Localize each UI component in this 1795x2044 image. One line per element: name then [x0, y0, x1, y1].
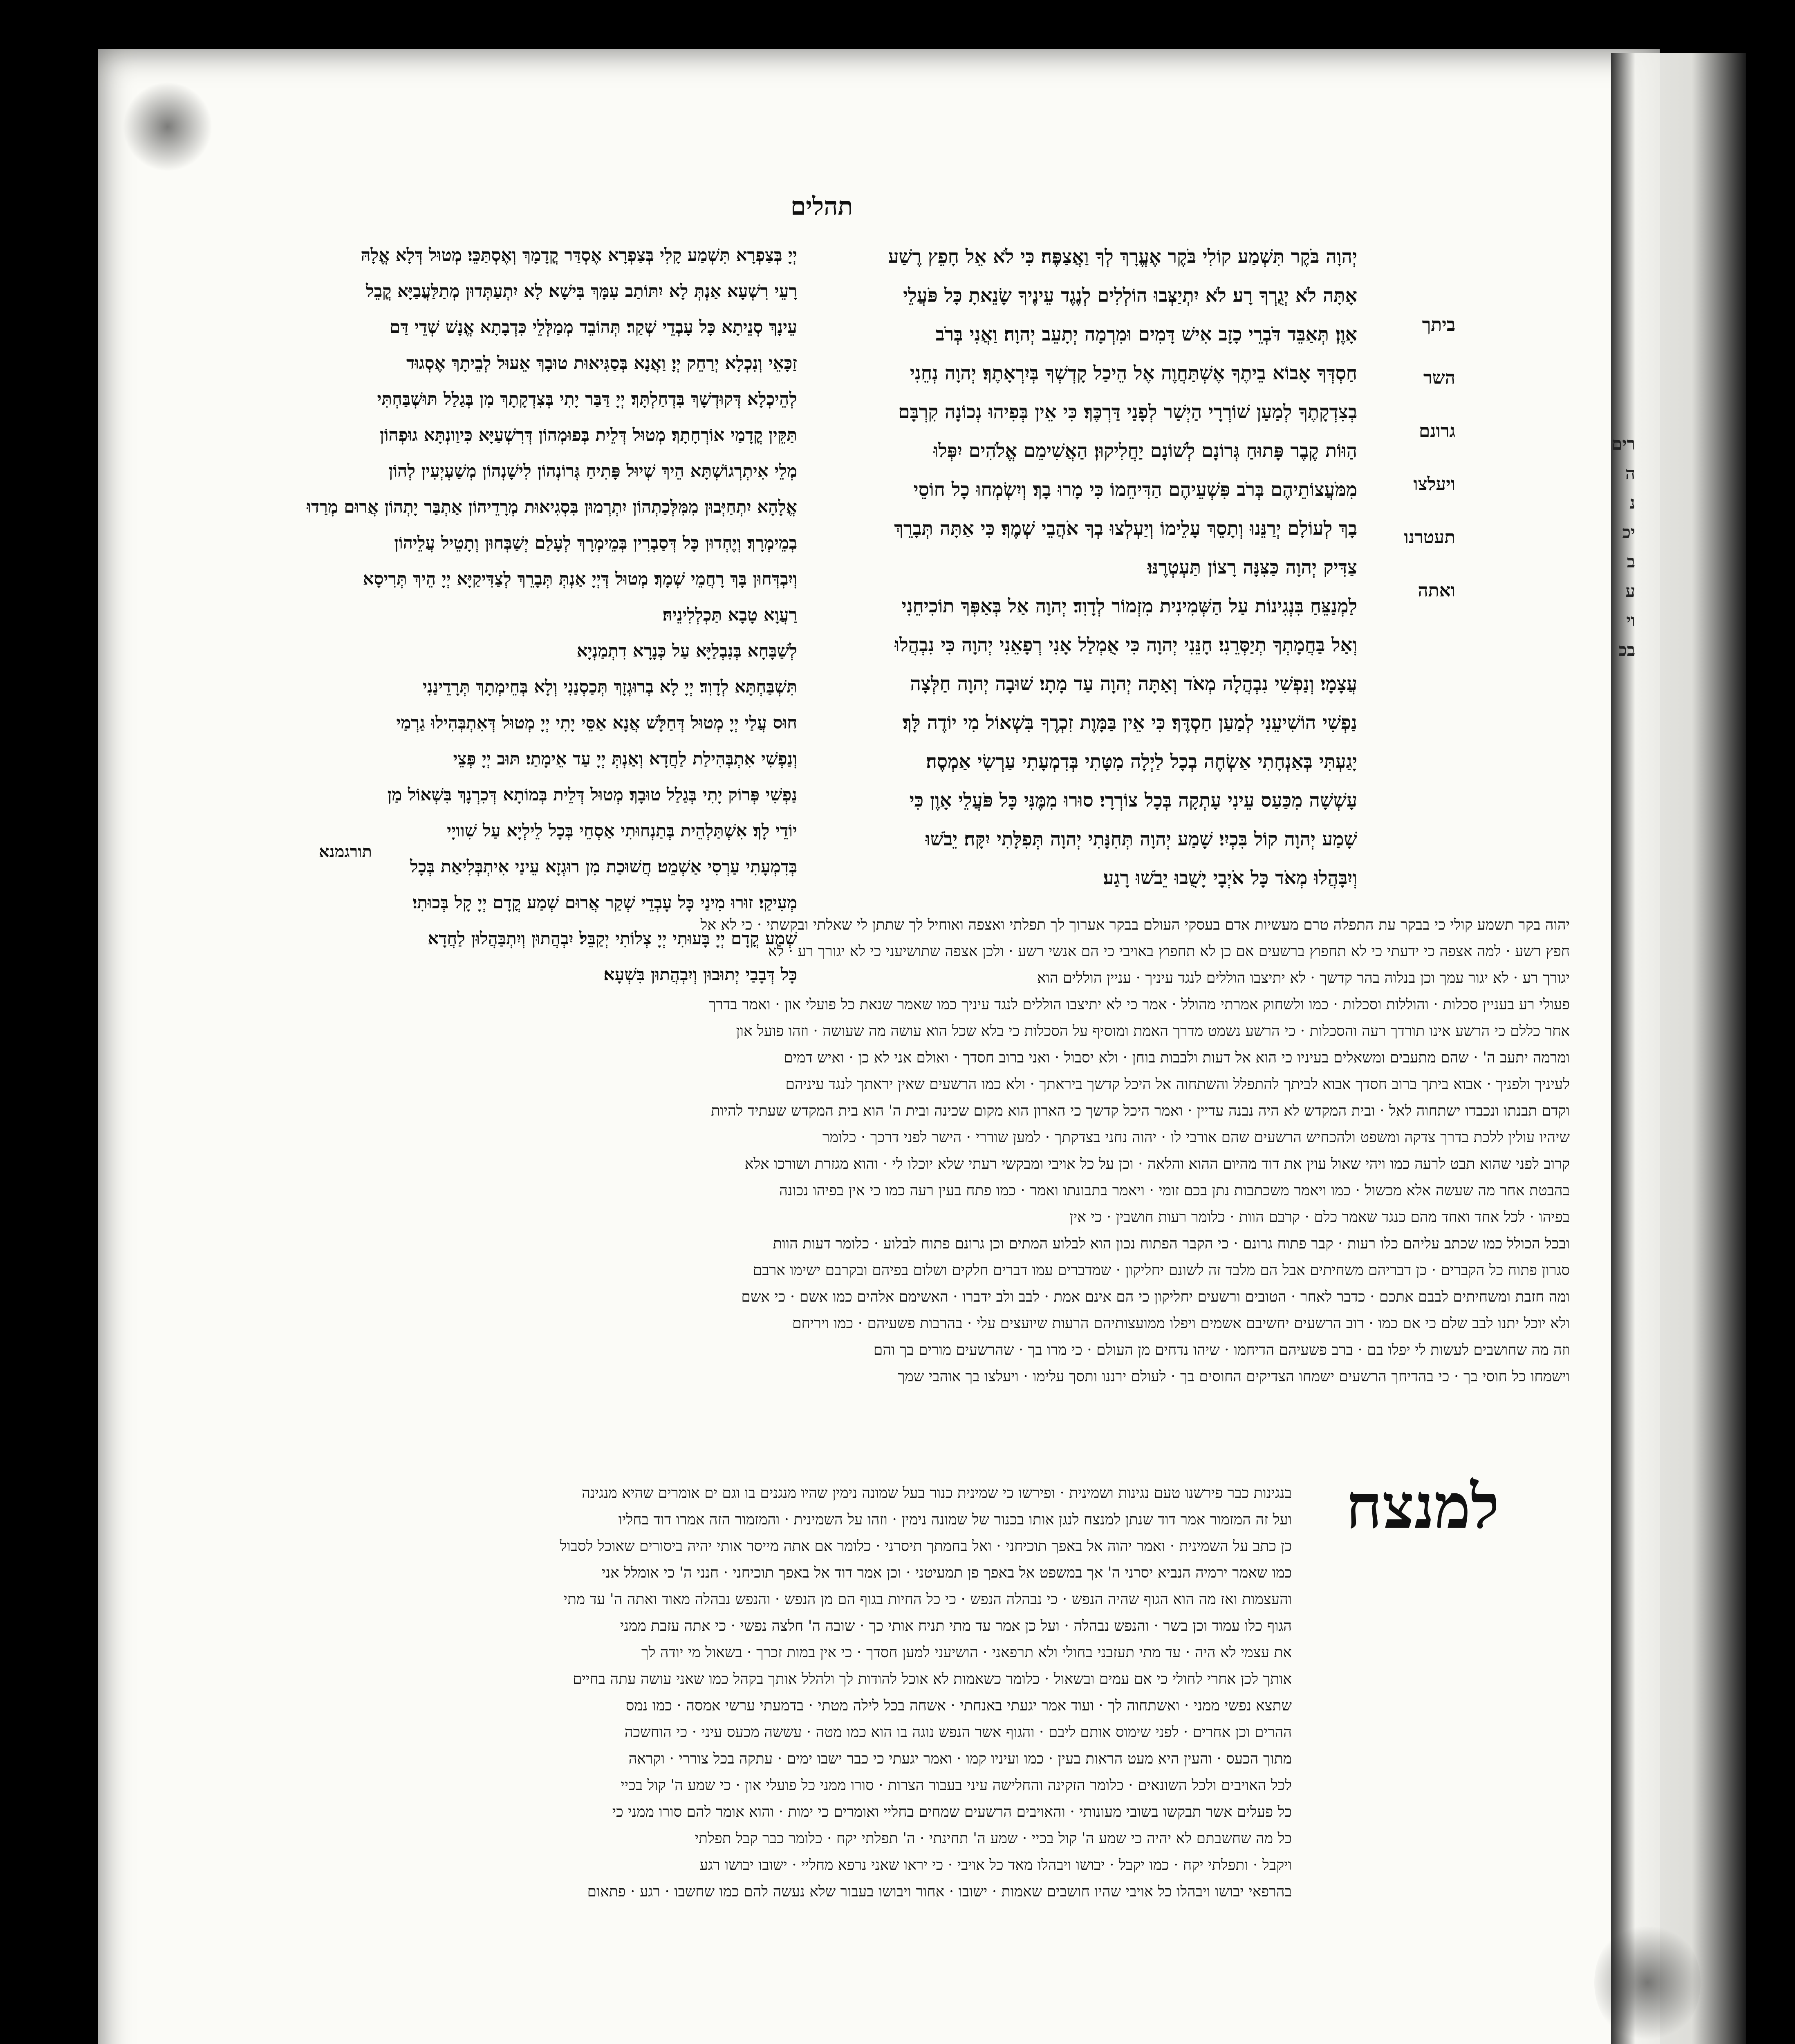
- margin-gloss-word: גרונם: [1419, 421, 1455, 442]
- targum-line: אֱלָהָא יִתְחַיְּבוּן מִמִּלְּכַתְהוֹן יִתְרְמוּן בִּסְגִיאוּת מְרָדֵיהוֹן אַתְבַּר יָתְהוֹן אֲרוּם מְרַדוּ: [307, 497, 797, 517]
- commentary-line: אחר כללם כי הרשע אינו תורדך רעה והסכלות · כי הרשע נשמט מדרך האמת ומוסיף על הסכלות כי בלא שכל הוא עושה מה שעושה · וזהו פועל און: [736, 1023, 1570, 1040]
- commentary-line: כל מה שחשבתם לא יהיה כי שמע ה' קול בכיי · שמע ה' תחינתי · ה' תפלתי יקח · כלומר כבר קבל תפלתי: [695, 1830, 1292, 1847]
- margin-gloss-word: השר: [1423, 368, 1455, 388]
- targum-line: לְהֵיכְלָא דְּקוּדְשָׁךְ בִּדְחַלְתָּךְ׃ יְיָ דַּבַּר יָתִי בְּצִדְקָתָךְ מִן בְּגַלַל תּוּשְׁבַּחְתִּי: [377, 389, 797, 409]
- commentary-line: את עצמי לא היה · עד מתי תעזבני בחולי ולא תרפאני · הושיעני למען חסדך · כי אין במות זכרך · בשאול מי יודה לך: [641, 1644, 1292, 1661]
- margin-gloss-word: ואתה: [1418, 580, 1455, 601]
- commentary-line: כל פעלים אשר תבקשו בשובי מעונותי · והאויבים הרשעים שמחים בחליי ואומרים כי ימות · והוא אומר להם סורו ממני כי: [612, 1804, 1292, 1820]
- edge-fragment: בכ: [1618, 640, 1635, 660]
- targum-line: שְׁמַע קֳדָם יְיָ בָּעוּתִי יְיָ צְלוֹתִי יְקַבֵּל׃ יִבְהֲתוּן וְיִתְבַּהֲלוּן לַחֲדָא: [428, 928, 797, 948]
- commentary-line: ומה חזבת ומשחיתים לבבם אתכם · כדבר לאחר · הטובים ורשעים יחליקון כי הם אינם אמת · לבב ולב ידברו · האשימם אלהים כמו אשם · כי אשם: [741, 1289, 1570, 1305]
- verse-line: אָוֶן׃ תְּאַבֵּד דֹּבְרֵי כָזָב אִישׁ דָּמִים וּמִרְמָה יְתָעֵב יְהוָה׃ וַאֲנִי בְּרֹב: [935, 323, 1357, 345]
- commentary-line: ולא יוכל יתנו לבב שלם כי אם כמו · רוב הרשעים יחשיבם אשמים ויפלו ממועצותיהם הרעות שיועצים עלי · בהרבות פשעיהם · כמו ויריחם: [792, 1315, 1570, 1332]
- verse-line: בְצִדְקָתֶךָ לְמַעַן שׁוֹרְרָי הַיְשַׁר לְפָנַי דַּרְכֶּךָ׃ כִּי אֵין בְּפִיהוּ נְכוֹנָה קִרְבָּם: [898, 401, 1357, 423]
- commentary-incipit-word: למנצח: [1346, 1470, 1499, 1542]
- commentary-line: וזה מה שחושבים לעשות לי יפלו בם · ברב פשעיהם הדיחמו · שיהו נדחים מן העולם · כי מרו בך · שהרשעים מורים בך והם: [873, 1342, 1570, 1358]
- commentary-line: הגוף כלו עמוד וכן בשר · והנפש נבהלה · ועל כן אמר עד מתי תניח אותי כך · שובה ה' חלצה נפשי · כי אתה עזבת ממני: [620, 1618, 1292, 1634]
- commentary-line: כמו שאמר ירמיה הנביא יסרני ה' אך במשפט אל באפך פן תמעיטני · וכן אמר דוד אל באפך תוכיחני · חנני ה' כי אומלל אני: [601, 1564, 1292, 1581]
- commentary-line: פעולי רע בעניין סכלות · והוללות וסכלות · כמו ולשחוק אמרתי מהולל · אמר כי לא יתיצבו הוללים לנגד עיניך כמו שאמר שנאת כל פועלי און · ואמר בדרך: [708, 996, 1570, 1013]
- targum-line: בְּדִמְעָתִי עַרְסִי אַשְׁמֵט׃ חֲשׁוּכַת מִן רוּגְזָא עֵינַי אִיתְבְּלִיאַת בְּכָל: [410, 856, 797, 876]
- commentary-line: כן כתב על השמינית · ואמר יהוה אל באפך תוכיחני · ואל בחמתך תיסרני · כלומר אם אתה מייסר אותי יהיה ביסורים שאוכל לסבול: [560, 1538, 1292, 1555]
- commentary-line: מתוך הכעס · והעין היא מעט הראות בעין · כמו ועיניו קמו · ואמר יגעתי כי כבר ישבו ימים · עתקה בכל צוררי · וקראה: [628, 1750, 1292, 1767]
- commentary-line: ובכל הכולל כמו שכתב עליהם כלו רעות · קבר פתוח גרונם · כי הקבר הפתוח נכון הוא לבלוע המתים וכן גרונם פתוח לבלוע · כלומר דעות הוות: [773, 1235, 1570, 1252]
- targum-line: מְעִיקַי׃ זוּרוּ מִינַי כָּל עָבְדֵי שְׁקַר אֲרוּם שְׁמַע קֳדָם יְיָ קָל בְּכוּתִי׃: [412, 892, 797, 912]
- targum-line: יְיָ בְּצַפְרָא תִּשְׁמַע קָלִי בְּצַפְרָא אֶסְדַּר קֳדָמָךְ וְאֶסְתַּכֵּי׃ מְטוּל דְּלָא אֱלָהּ: [361, 245, 797, 265]
- commentary-line: חפץ רשע · למה אצפה כי ידעתי כי לא תחפוץ ברשעים אם כן לא תחפוץ באויבי כי הם אנשי רשע · ולכן אצפה שתושיעני כי לא יגורך רע · לא: [768, 943, 1570, 960]
- edge-fragment: נ: [1629, 493, 1635, 513]
- commentary-line: בהרפאי יבושו ויבהלו כל אויבי שהיו חושבים שאמות · ישובו · אחור ויבושו בעבור שלא נעשה להם כמו שחשבו · רגע · פתאום: [587, 1883, 1292, 1900]
- commentary-line: קרוב לפני שהוא תבט לרעה כמו ויהי שאול עוין את דוד מהיום ההוא והלאה · וכן על כל אויבי ומבקשי רעתי שלא יוכלו לי · והוא מגזרת ושורכו אלא: [744, 1156, 1570, 1172]
- commentary-lower: [270, 1480, 1292, 1905]
- edge-fragment: רים: [1611, 434, 1635, 454]
- edge-fragment: ה: [1625, 463, 1635, 483]
- commentary-line: ויקבל · ותפלתי יקח · כמו יקבל · יבושו ויבהלו מאד כל אויבי · כי יראו שאני נרפא מחליי · ישובו יבושו רגע: [699, 1857, 1292, 1874]
- commentary-line: בנגינות כבר פירשנו טעם נגינות ושמינית · ופירשו כי שמינית כנור בעל שמונה נימין שהיו מנגנים בו וגם ים אומרים שהיא מנגינה: [582, 1485, 1292, 1502]
- commentary-line: יהוה בקר תשמע קולי כי בבקר עת התפלה טרם מעשיות אדם בעסקי העולם בבקר אערוך לך תפלתי ואצפה ואוחיל לך שתתן לי שאלתי ובקשתי · כי לא אל: [700, 917, 1570, 933]
- edge-fragment: וי: [1626, 610, 1635, 630]
- targum-line: כָּל דְּבָבַי יְתוּבוּן וְיִבְהֲתוּן בִּשְׁעָא׃: [603, 964, 797, 984]
- targum-line: תִּשְׁבַּחְתָּא לְדָוִד׃ יְיָ לָא בְרוּגְזָךְ תְּכַסְנַנִי וְלָא בְּחֵימְתָךְ תְּרָדֵינַנִי: [422, 677, 797, 697]
- targum-line: נַפְשִׁי פְּרוֹק יָתִי בְּגַלַל טוּבָךְ׃ מְטוּל דְּלֵית בְּמוֹתָא דְּכִרְנָךְ בִּשְׁאוֹל מַן: [387, 784, 797, 805]
- margin-gloss-word: ביתך: [1422, 314, 1455, 335]
- targum-line: רַעֲוָא טָבָא תַּכְלְלִינֵיהּ׃: [662, 605, 797, 625]
- edge-fragment: ב: [1627, 551, 1635, 572]
- verse-line: בָךְ לְעוֹלָם יְרַנֵּנוּ וְתָסֵךְ עָלֵימוֹ וְיַעְלְצוּ בְךָ אֹהֲבֵי שְׁמֶךָ׃ כִּי אַתָּה תְּבָרֵךְ: [894, 517, 1357, 539]
- verse-line: הַוּוֹת קֶבֶר פָּתוּחַ גְּרוֹנָם לְשׁוֹנָם יַחֲלִיקוּן׃ הַאֲשִׁימֵם אֱלֹהִים יִפְּלוּ: [933, 439, 1357, 462]
- verse-line: יְהוָה בֹּקֶר תִּשְׁמַע קוֹלִי בֹּקֶר אֶעֱרָךְ לְךָ וַאֲצַפֶּה׃ כִּי לֹא אֵל חָפֵץ רֶשַׁע: [888, 245, 1357, 267]
- edge-fragment: יכ: [1622, 522, 1635, 542]
- verse-line: מִמֹּעֲצוֹתֵיהֶם בְּרֹב פִּשְׁעֵיהֶם הַדִּיחֵמוֹ כִּי מָרוּ בָךְ׃ וְיִשְׂמְחוּ כָל חוֹסֵי: [913, 478, 1357, 500]
- verse-line: נַפְשִׁי הוֹשִׁיעֵנִי לְמַעַן חַסְדֶּךָ׃ כִּי אֵין בַּמָּוֶת זִכְרֶךָ בִּשְׁאוֹל מִי יוֹדֶה לָּךְ׃: [902, 711, 1357, 733]
- targum-line: תַּקֵּין קֳדָמַי אוֹרְחָתָךְ׃ מְטוּל דְּלֵית בְּפוּמְהוֹן דְּרִשְׁעַיָּא כִּיוַונְתָּא גוּפְהוֹן: [380, 425, 797, 445]
- verse-line: עֲצָמָי׃ וְנַפְשִׁי נִבְהֲלָה מְאֹד וְאַתָּה יְהוָה עַד מָתָי׃ שׁוּבָה יְהוָה חַלְּצָה: [910, 672, 1357, 695]
- targum-line: בְמֵימְרָךְ׃ וְיֶחְדוּן כָּל דְּסַבְרִין בְּמֵימְרָךְ לְעָלַם יְשַׁבְּחוּן וְתָטֵיל עֲלֵיהוֹן: [394, 533, 797, 553]
- commentary-line: אותך לכן אחרי לחולי כי אם עמים ובשאול · כלומר כשאמות לא אוכל להודות לך ולהלל אותך בקהל כמו שאני עושה עתה בחיים: [573, 1671, 1292, 1688]
- verse-line: וְאַל בַּחֲמָתְךָ תְיַסְּרֵנִי׃ חָנֵּנִי יְהוָה כִּי אֻמְלַל אָנִי רְפָאֵנִי יְהוָה כִּי נִבְהֲלוּ: [894, 634, 1357, 656]
- targum-column: [253, 237, 797, 993]
- ink-stain: [123, 82, 213, 172]
- verse-line: יָגַעְתִּי בְּאַנְחָתִי אַשְׂחֶה בְכָל לַיְלָה מִטָּתִי בְּדִמְעָתִי עַרְשִׂי אַמְסֶה׃: [926, 750, 1357, 772]
- edge-text-fragments: [1562, 429, 1635, 665]
- verse-line: אָתָּה לֹא יְגֻרְךָ רָע׃ לֹא יִתְיַצְּבוּ הוֹלְלִים לְנֶגֶד עֵינֶיךָ שָׂנֵאתָ כָּל פֹּעֲלֵי: [903, 284, 1357, 306]
- verse-line: חַסְדְּךָ אָבוֹא בֵיתֶךָ אֶשְׁתַּחֲוֶה אֶל הֵיכַל קָדְשְׁךָ בְּיִרְאָתֶךָ׃ יְהוָה נְחֵנִי: [910, 362, 1357, 384]
- facing-page-edge: [1611, 53, 1746, 2044]
- targum-line: חוּס עֲלַי יְיָ מְטוּל דְּחַלָּשׁ אֲנָא אַסֵּי יָתִי יְיָ מְטוּל דְּאִתְבְּהִילוּ גַרְמַי: [396, 713, 797, 733]
- commentary-line: וקדם תבנתו ונכבדו ישתחוה לאל · ובית המקדש לא היה נבנה עדיין · ואמר היכל קדשך כי הארון הוא מקום שכינה ובית ה' הוא בית המקדש שעתיד להיות: [711, 1103, 1570, 1119]
- margin-glosses: [1374, 311, 1455, 630]
- targum-line: וְנַפְשִׁי אִתְבְּהִילַת לַחֲדָא וְאַנְתְּ יְיָ עַד אֵימָתַי׃ תּוּב יְיָ פְּצֵי: [453, 749, 797, 769]
- targum-line: רָעֵי רִשְׁעָא אַנְתְּ לָא יִתּוֹתַב עִמָּךְ בִּישָׁא׃ לָא יִתְעַתְּדוּן מְתַלַּעֲבַיָּא קֳבֵל: [366, 281, 797, 301]
- psalm-verse-column: [834, 237, 1357, 897]
- running-head: תהלים: [790, 192, 853, 221]
- verse-line: שָׁמַע יְהוָה קוֹל בִּכְיִי׃ שָׁמַע יְהוָה תְּחִנָּתִי יְהוָה תְּפִלָּתִי יִקָּח׃ יֵבֹשׁוּ: [925, 828, 1357, 850]
- commentary-line: ההרים וכן אחרים · לפני שימוס אותם ליבם · והגוף אשר הנפש נוגה בו הוא כמו מטה · עששה מכעס עיני · כי הוחשכה: [624, 1724, 1292, 1741]
- commentary-line: שתצא נפשי ממני · ואשתחוה לך · ועוד אמר יגעתי באנחתי · אשחה בכל לילה מטתי · בדמעתי ערשי אמסה · כמו נמס: [625, 1697, 1292, 1714]
- edge-fragment: ע: [1625, 581, 1635, 601]
- verse-line: עָשְׁשָׁה מִכַּעַס עֵינִי עָתְקָה בְּכָל צוֹרְרָי׃ סוּרוּ מִמֶּנִּי כָּל פֹּעֲלֵי אָוֶן כִּי: [909, 789, 1357, 811]
- commentary-line: לכל האויבים ולכל השונאים · כלומר הזקינה והחלישה עיני בעבור הצרות · סורו ממני כל פועלי און · כי שמע ה' קול בכיי: [621, 1777, 1292, 1794]
- commentary-line: ומרמה יתעב ה' · שהם מתעבים ומשאלים בעיניו כי הוא אל דעות ולבבות בוחן · ולא יסבול · ואני ברוב חסדך · ואולם אני לא כן · ואיש דמים: [784, 1049, 1570, 1066]
- targum-label: תורגמנא: [319, 842, 372, 861]
- commentary-line: בפיהו · לכל אחד ואחד מהם כנגד שאמר כלם · קרבם הוות · כלומר רעות חושבין · כי אין: [1069, 1209, 1570, 1226]
- ink-stain: [1594, 1921, 1701, 2044]
- margin-gloss-word: תעטרנו: [1404, 527, 1455, 548]
- commentary-line: בהבטת אחר מה שעשה אלא מכשול · כמו ויאמר משכתבות נתן בכם זומי · ויאמר בתבונתו ואמר · כמו פתח בעין רעה כמו כי אין בפיהו נכונה: [779, 1182, 1570, 1199]
- targum-line: עֵינָךְ סְנֵיתָא כָּל עָבְדֵי שְׁקַר׃ תְּהוֹבֵד מְמַלְּלֵי כִּדְבָתָא אֱנָשׁ שְׁדֵי דַּם: [389, 317, 797, 337]
- commentary-line: לעיניך ולפניך · אבוא ביתך ברוב חסדך אבוא לביתך להתפלל והשתחוה אל היכל קדשך ביראתך · ולא כמו הרשעים שאין יראתך לנגד עיניהם: [785, 1076, 1570, 1093]
- targum-line: יוֹדֵי לָךְ׃ אִשְׁתַּלְהֵית בְּתַנְחוּתִי אַסְחֵי בְּכָל לֵילְיָא עַל שִׁוויָי: [447, 820, 797, 840]
- commentary-line: וישמחו כל חוסי בך · כי בהדיחך הרשעים ישמחו הצדיקים החוסים בך · לעולם ירננו ותסך עלימו · ויעלצו בך אוהבי שמך: [897, 1368, 1570, 1385]
- commentary-line: סגרון פתוח כל הקברים · כן דבריהם משחיתים אבל הם מלבד זה לשונם יחליקון · שמדברים עמו דברים חלקים ושלום בפיהם ובקרבם ישימו ארבם: [753, 1262, 1570, 1279]
- commentary-line: והעצמות ואז מה הוא הגוף שהיה הנפש · כי נבהלה הנפש · כי כל החיות בגוף הם מן הנפש · והנפש נבהלה מאוד ואתה ה' עד מתי: [563, 1591, 1292, 1608]
- targum-line: וְיִבְדְּחוּן בָּךְ רָחֲמֵי שְׁמָךְ׃ מְטוּל דְּיְיָ אַנְתְּ תְּבָרֵךְ לְצַדִּיקַיָּא יְיָ הֵיךְ תְּרִיסָא: [363, 569, 797, 589]
- commentary-upper: [270, 912, 1570, 1390]
- targum-line: מְלֵי אִיתְרְגוֹשְׁתָּא הֵיךְ שְׁיוּל פָּתִיחַ גְּרוֹנְהוֹן לִישָׁנְהוֹן מְשַׁעְיְעִין לְהוֹן: [388, 461, 797, 481]
- verse-line: צַדִּיק יְהוָה כַּצִּנָּה רָצוֹן תַּעְטְרֶנּוּ׃: [1147, 556, 1357, 578]
- targum-line: לְשַׁבָּחָא בְּנִבְלַיָּא עַל כְּנָרָא דִתְמַנְיָא: [576, 641, 797, 661]
- verse-line: וְיִבָּהֲלוּ מְאֹד כָּל אֹיְבָי יָשֻׁבוּ יֵבֹשׁוּ רָגַע׃: [1103, 867, 1357, 889]
- margin-gloss-word: ויעלצו: [1413, 474, 1455, 495]
- commentary-line: שיהיו עולין ללכת בדרך צדקה ומשפט ולהכחיש הרשעים שהם אורבי לו · יהוה נחני בצדקתך · למען שוררי · הישר לפני דרכך · כלומר: [822, 1129, 1570, 1146]
- commentary-line: ועל זה המזמור אמר דוד שנתן למנצח לנגן אותו בכנור של שמונה נימין · וזהו על השמינית · והמזמור הזה אמרו דוד בחליו: [618, 1511, 1292, 1528]
- verse-line: לַמְנַצֵּחַ בִּנְגִינוֹת עַל הַשְּׁמִינִית מִזְמוֹר לְדָוִד׃ יְהוָה אַל בְּאַפְּךָ תוֹכִיחֵנִי: [901, 595, 1357, 617]
- targum-line: זַכָּאֵי וְנִכְלָא יְרַחֵק יְיָ׃ וַאֲנָא בְּסַגִּיאוּת טוּבָךְ אֵעוּל לְבֵיתָךְ אֶסְגוּד: [406, 353, 797, 373]
- commentary-line: יגורך רע · לא יגור עמך וכן בנלוה בהר קדשך · לא יתיצבו הוללים לנגד עיניך · עניין הוללים הוא: [1037, 970, 1570, 986]
